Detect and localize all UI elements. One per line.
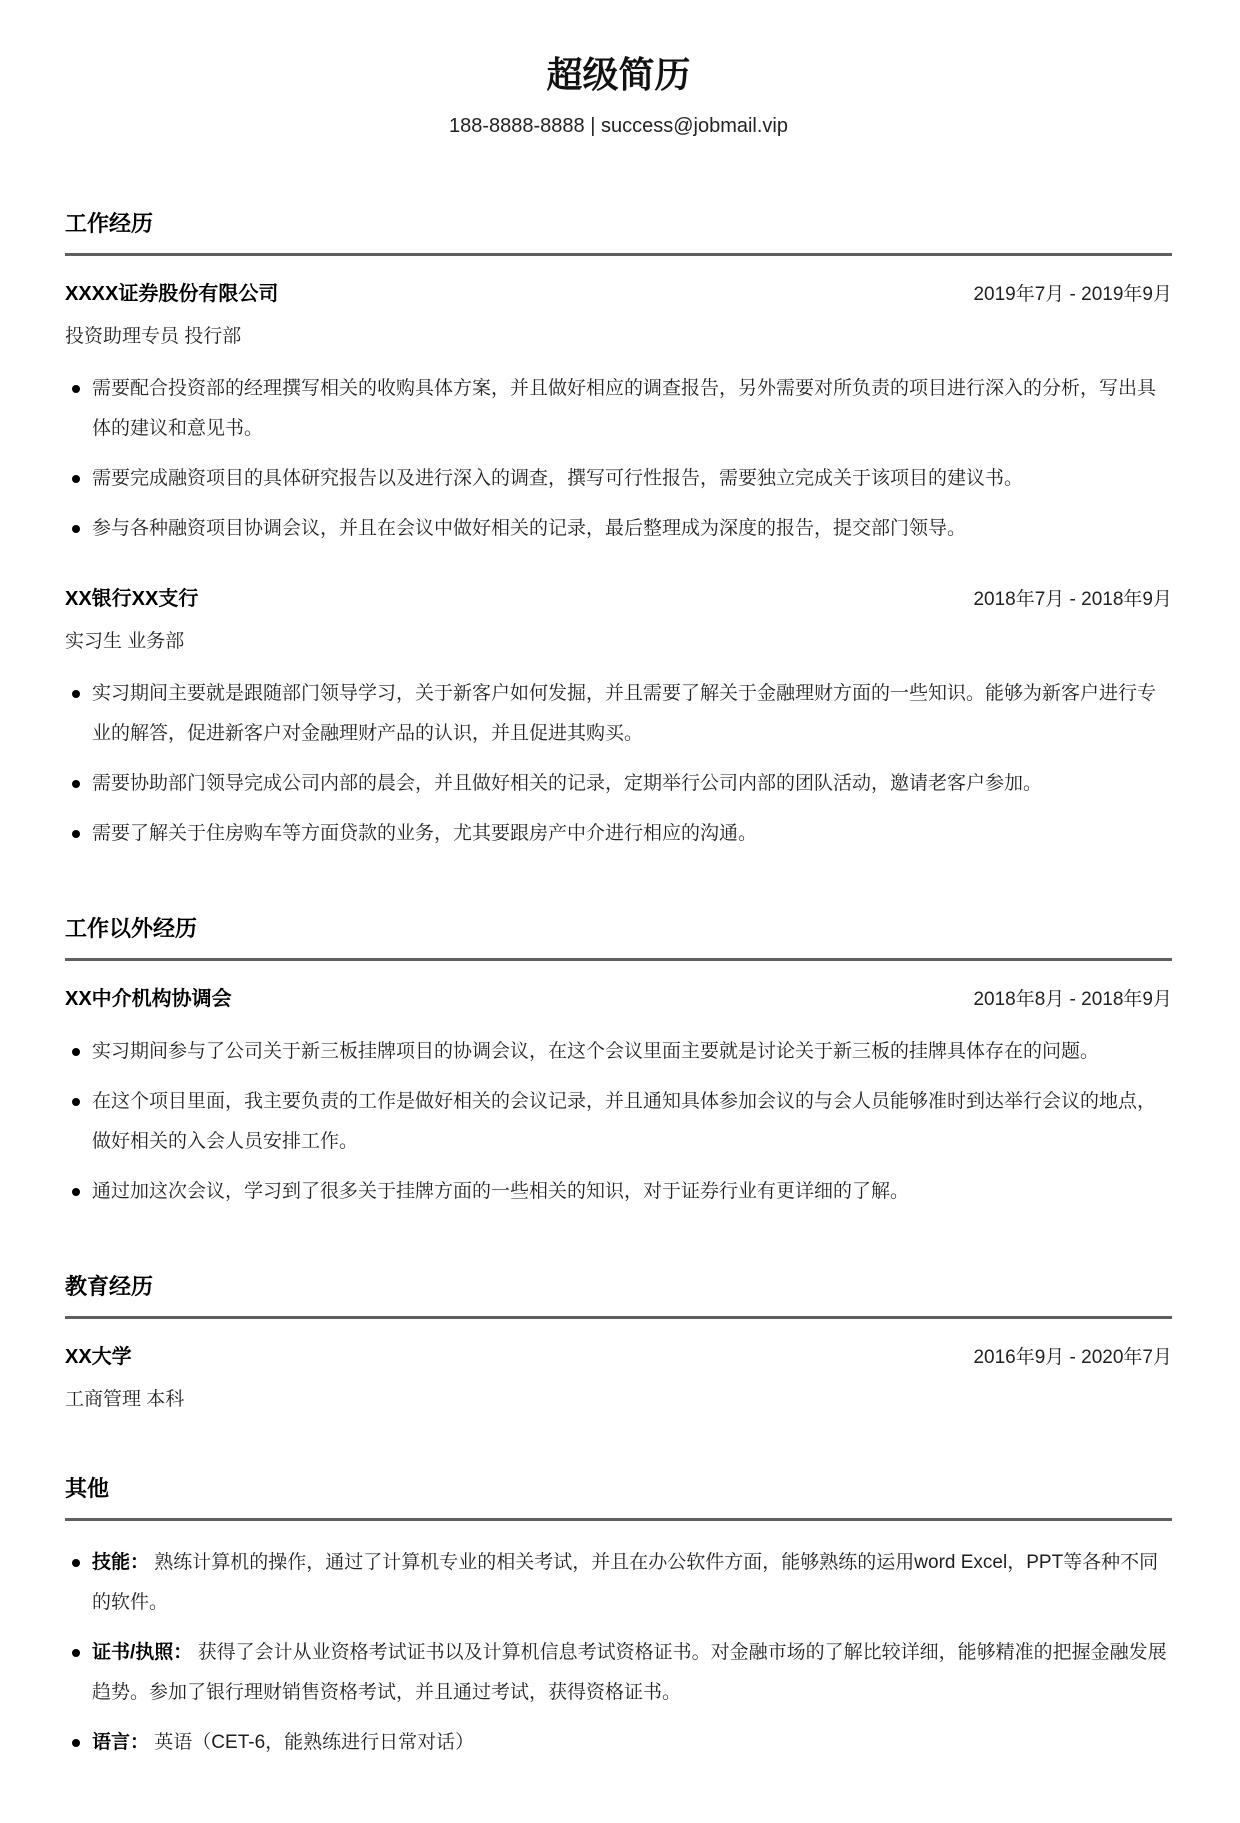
bullet-text: 获得了会计从业资格考试证书以及计算机信息考试资格证书。对金融市场的了解比较详细，能够精准的把握金融发展趋势。参加了银行理财销售资格考试，并且通过考试，获得资格证书。 — [92, 1642, 1167, 1703]
contact-line: 188-8888-8888 | success@jobmail.vip — [448, 115, 788, 137]
bullet-dot-icon — [72, 1188, 80, 1196]
entry-org: XXXX证券股份有限公司 — [65, 283, 279, 305]
education-entry-1 — [65, 1343, 1172, 1414]
bullet-text: 在这个项目里面，我主要负责的工作是做好相关的会议记录，并且通知具体参加会议的与会人员能够准时到达举行会议的地点，做好相关的入会人员安排工作。 — [92, 1091, 1157, 1152]
bullet-dot-icon — [72, 475, 80, 483]
bullet-text: 实习期间主要就是跟随部门领导学习，关于新客户如何发掘，并且需要了解关于金融理财方面的一些知识。能够为新客户进行专业的解答，促进新客户对金融理财产品的认识，并且促进其购买。 — [92, 683, 1157, 744]
bullet-item — [65, 459, 1172, 499]
bullet-dot-icon — [72, 830, 80, 838]
extracurricular-entry-1 — [65, 985, 1172, 1212]
work-entry-1 — [65, 280, 1172, 549]
section-heading-work: 工作经历 — [65, 209, 1172, 256]
section-work-experience — [65, 209, 1172, 854]
section-extracurricular — [65, 914, 1172, 1212]
bullet-item — [65, 369, 1172, 449]
bullet-list — [65, 369, 1172, 549]
entry-role: 工商管理 本科 — [65, 1389, 185, 1410]
bullet-list — [65, 1032, 1172, 1212]
bullet-dot-icon — [72, 1098, 80, 1106]
bullet-label: 技能： — [92, 1552, 150, 1573]
bullet-dot-icon — [72, 1559, 80, 1567]
bullet-item — [65, 509, 1172, 549]
bullet-list — [65, 674, 1172, 854]
section-heading-other: 其他 — [65, 1474, 1172, 1521]
section-heading-extracurricular: 工作以外经历 — [65, 914, 1172, 961]
entry-header — [65, 280, 1172, 309]
bullet-dot-icon — [72, 690, 80, 698]
bullet-dot-icon — [72, 1739, 80, 1747]
entry-header — [65, 1343, 1172, 1372]
entry-date: 2018年7月 - 2018年9月 — [973, 589, 1172, 610]
bullet-text: 需要了解关于住房购车等方面贷款的业务，尤其要跟房产中介进行相应的沟通。 — [92, 823, 758, 844]
bullet-dot-icon — [72, 780, 80, 788]
bullet-text: 需要完成融资项目的具体研究报告以及进行深入的调查，撰写可行性报告，需要独立完成关于该项目的建议书。 — [92, 468, 1024, 489]
bullet-item — [65, 814, 1172, 854]
entry-date: 2018年8月 - 2018年9月 — [973, 989, 1172, 1010]
section-education — [65, 1272, 1172, 1414]
entry-org: XX大学 — [65, 1346, 132, 1368]
bullet-dot-icon — [72, 385, 80, 393]
bullet-text: 需要协助部门领导完成公司内部的晨会，并且做好相关的记录，定期举行公司内部的团队活动，邀请老客户参加。 — [92, 773, 1043, 794]
entry-date: 2019年7月 - 2019年9月 — [973, 284, 1172, 305]
bullet-item — [65, 674, 1172, 754]
entry-role: 实习生 业务部 — [65, 631, 185, 652]
bullet-item — [65, 1032, 1172, 1072]
bullet-text: 参与各种融资项目协调会议，并且在会议中做好相关的记录，最后整理成为深度的报告，提交部门领导。 — [92, 518, 967, 539]
bullet-dot-icon — [72, 1048, 80, 1056]
bullet-item-skills — [65, 1543, 1172, 1623]
work-entry-2 — [65, 585, 1172, 854]
entry-header — [65, 585, 1172, 614]
section-other — [65, 1474, 1172, 1763]
entry-role: 投资助理专员 投行部 — [65, 326, 242, 347]
bullet-dot-icon — [72, 1649, 80, 1657]
bullet-text: 熟练计算机的操作，通过了计算机专业的相关考试，并且在办公软件方面，能够熟练的运用word Excel，PPT等各种不同的软件。 — [92, 1552, 1159, 1613]
bullet-item — [65, 1082, 1172, 1162]
bullet-item — [65, 1172, 1172, 1212]
bullet-label: 证书/执照： — [92, 1642, 193, 1663]
resume-title: 超级简历 — [546, 54, 691, 95]
bullet-text: 实习期间参与了公司关于新三板挂牌项目的协调会议，在这个会议里面主要就是讨论关于新三板的挂牌具体存在的问题。 — [92, 1041, 1100, 1062]
bullet-text: 英语（CET-6，能熟练进行日常对话） — [154, 1732, 475, 1753]
entry-header — [65, 985, 1172, 1014]
bullet-dot-icon — [72, 525, 80, 533]
bullet-item — [65, 764, 1172, 804]
bullet-item-language — [65, 1723, 1172, 1763]
bullet-text: 通过加这次会议，学习到了很多关于挂牌方面的一些相关的知识，对于证券行业有更详细的了解。 — [92, 1181, 910, 1202]
bullet-list — [65, 1543, 1172, 1763]
entry-org: XX中介机构协调会 — [65, 988, 232, 1010]
section-heading-education: 教育经历 — [65, 1272, 1172, 1319]
bullet-text: 需要配合投资部的经理撰写相关的收购具体方案，并且做好相应的调查报告，另外需要对所负责的项目进行深入的分析，写出具体的建议和意见书。 — [92, 378, 1157, 439]
entry-org: XX银行XX支行 — [65, 588, 199, 610]
bullet-item-certificates — [65, 1633, 1172, 1713]
entry-date: 2016年9月 - 2020年7月 — [973, 1347, 1172, 1368]
bullet-label: 语言： — [92, 1732, 150, 1753]
